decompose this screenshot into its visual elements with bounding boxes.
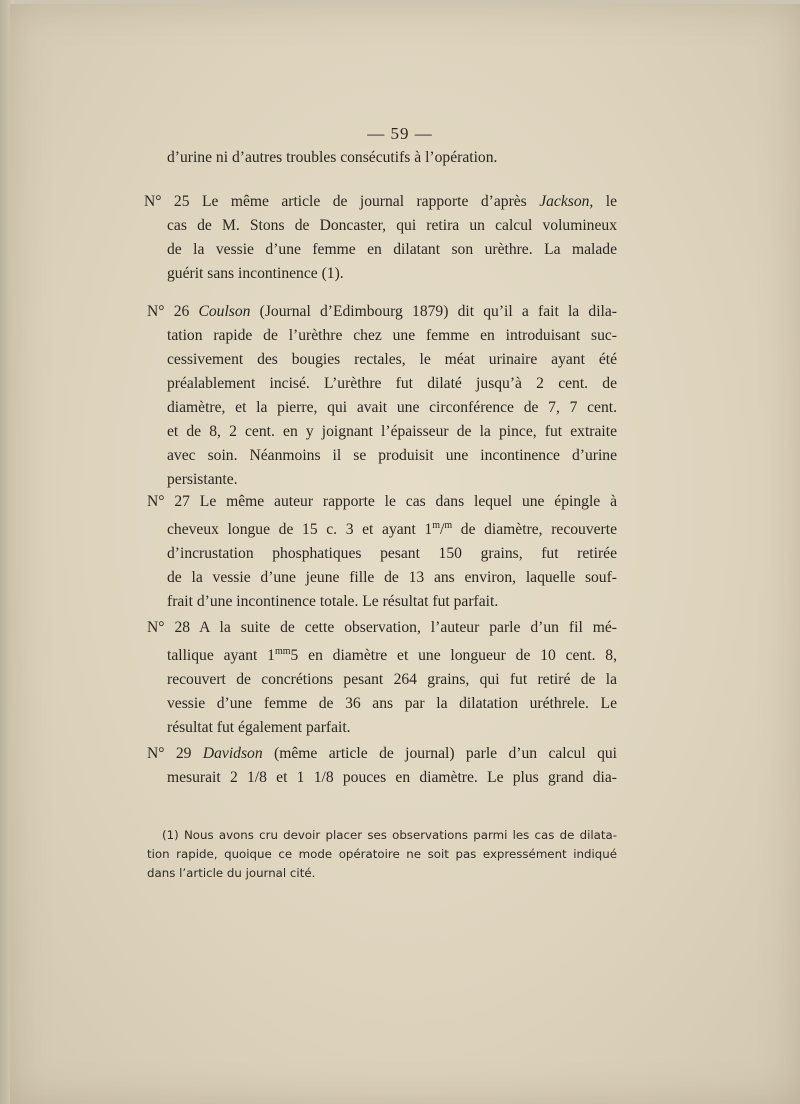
text-line	[147, 742, 617, 766]
text-line: d’urine ni d’autres troubles consécutifs à l’opération.	[167, 149, 498, 166]
text-line: de la vessie d’une femme en dilatant son urèthre. La malade	[167, 241, 617, 258]
text-line	[147, 300, 617, 324]
text-fragment: /	[440, 521, 445, 539]
text-line: de la vessie d’une jeune fille de 13 ans environ, laquelle souf-	[167, 569, 617, 587]
text-fragment: N° 29	[147, 745, 203, 762]
text-line: N° 28 A la suite de cette observation, l’auteur parle d’un fil mé-	[147, 619, 617, 636]
text-fragment: tallique ayant 1	[167, 647, 275, 665]
text-fragment: N° 25 Le même article de journal rapporte d’après	[144, 193, 540, 210]
text-line	[147, 514, 617, 542]
footnote	[147, 826, 617, 883]
case-28-paragraph	[147, 616, 617, 740]
text-line: diamètre, et la pierre, qui avait une circonférence de 7, 7 cent.	[167, 399, 617, 416]
text-fragment: N° 26	[147, 303, 199, 320]
unit-superscript: m	[432, 520, 441, 531]
case-25-paragraph	[144, 190, 617, 286]
text-fragment: cheveux longue de 15 c. 3 et ayant 1	[167, 521, 433, 539]
author-name: Davidson	[202, 745, 263, 762]
text-fragment: 5 en diamètre et une longueur de 10 cent. 8,	[290, 647, 617, 665]
footnote-line: (1) Nous avons cru devoir placer ses observations parmi les cas de dilata-	[162, 828, 617, 842]
text-line	[144, 190, 617, 214]
text-line: d’incrustation phosphatiques pesant 150 grains, fut retirée	[167, 545, 617, 563]
unit-superscript: m	[444, 520, 453, 531]
text-line: cessivement des bougies rectales, le méat urinaire ayant été	[167, 351, 617, 368]
text-fragment: (Journal d’Edimbourg 1879) dit qu’il a fait la dila-	[250, 303, 617, 320]
text-line: vessie d’une femme de 36 ans par la dilatation uréthrele. Le	[167, 695, 617, 713]
text-line: frait d’une incontinence totale. Le résultat fut parfait.	[167, 593, 499, 611]
case-26-paragraph	[147, 300, 617, 492]
unit-superscript: mm	[274, 646, 291, 657]
text-fragment: de diamètre, recouverte	[452, 521, 618, 539]
text-line: recouvert de concrétions pesant 264 grains, qui fut retiré de la	[167, 671, 617, 689]
case-29-paragraph	[147, 742, 617, 790]
intro-paragraph	[147, 146, 617, 170]
text-line: N° 27 Le même auteur rapporte le cas dans lequel une épingle à	[147, 493, 617, 510]
text-line: avec soin. Néanmoins il se produisit une incontinence d’urine	[167, 447, 617, 464]
page-number: — 59 —	[367, 124, 433, 143]
text-line: tation rapide de l’urèthre chez une femme en introduisant suc-	[167, 327, 617, 344]
footnote-line: dans l’article du journal cité.	[147, 866, 316, 880]
text-line: cas de M. Stons de Doncaster, qui retira un calcul volumineux	[167, 217, 617, 234]
text-line: et de 8, 2 cent. en y joignant l’épaisseur de la pince, fut extraite	[167, 423, 617, 440]
text-fragment: le	[593, 193, 617, 210]
text-fragment: (même article de journal) parle d’un calcul qui	[262, 745, 617, 762]
text-line: persistante.	[167, 471, 238, 488]
footnote-line: tion rapide, quoique ce mode opératoire ne soit pas expressément indiqué	[147, 847, 617, 861]
text-line	[147, 640, 617, 668]
text-line: résultat fut également parfait.	[167, 719, 351, 737]
text-line: guérit sans incontinence (1).	[167, 265, 344, 282]
author-name: Coulson	[198, 303, 251, 320]
case-27-paragraph	[147, 490, 617, 614]
author-name: Jackson,	[539, 193, 594, 210]
text-line: préalablement incisé. L’urèthre fut dilaté jusqu’à 2 cent. de	[167, 375, 617, 392]
text-line: mesurait 2 1/8 et 1 1/8 pouces en diamètre. Le plus grand dia-	[167, 769, 617, 786]
